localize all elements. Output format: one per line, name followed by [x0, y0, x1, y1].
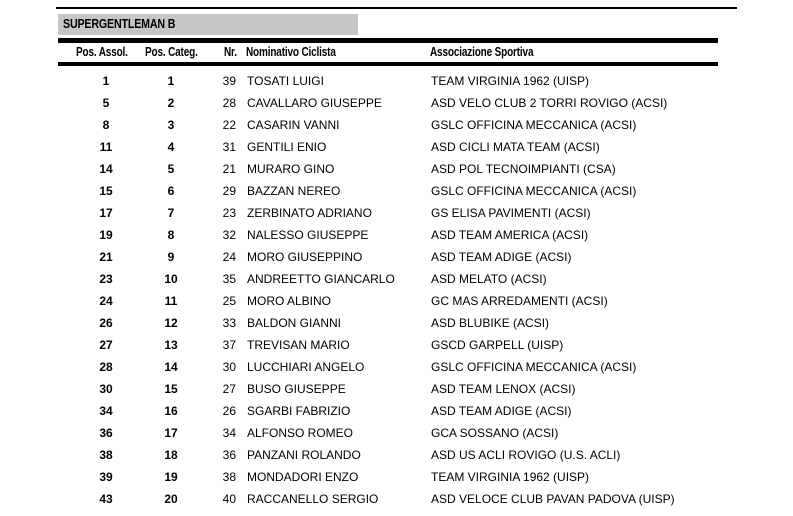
table-row: [0, 202, 793, 224]
cell-pos-assol: 8: [102, 118, 110, 132]
cell-pos-categ: 10: [164, 272, 178, 286]
cell-club: ASD TEAM AMERICA (ACSI): [431, 228, 589, 242]
cell-pos-assol: 36: [99, 426, 113, 440]
cell-name: SGARBI FABRIZIO: [247, 404, 351, 418]
cell-name: TREVISAN MARIO: [247, 338, 350, 352]
cell-pos-categ: 3: [167, 118, 175, 132]
column-header-pos-categ: Pos. Categ.: [145, 45, 198, 59]
cell-nr: 24: [222, 250, 236, 264]
cell-pos-assol: 19: [99, 228, 113, 242]
cell-name: BAZZAN NEREO: [247, 184, 341, 198]
cell-pos-categ: 16: [164, 404, 178, 418]
cell-pos-assol: 1: [102, 74, 110, 88]
cell-pos-assol: 5: [102, 96, 110, 110]
table-row: [0, 158, 793, 180]
cell-pos-categ: 12: [164, 316, 178, 330]
top-rule: [56, 7, 737, 9]
cell-nr: 39: [222, 74, 236, 88]
cell-name: MURARO GINO: [247, 162, 335, 176]
cell-club: GSLC OFFICINA MECCANICA (ACSI): [431, 118, 637, 132]
cell-pos-categ: 4: [167, 140, 175, 154]
cell-club: ASD VELOCE CLUB PAVAN PADOVA (UISP): [431, 492, 675, 506]
category-title: SUPERGENTLEMAN B: [63, 16, 176, 31]
cell-pos-categ: 15: [164, 382, 178, 396]
cell-nr: 31: [222, 140, 236, 154]
table-row: [0, 290, 793, 312]
cell-pos-assol: 34: [99, 404, 113, 418]
cell-name: RACCANELLO SERGIO: [247, 492, 379, 506]
cell-name: ANDREETTO GIANCARLO: [247, 272, 395, 286]
table-row: [0, 268, 793, 290]
cell-name: ZERBINATO ADRIANO: [247, 206, 372, 220]
column-header-name: Nominativo Ciclista: [246, 45, 336, 59]
table-row: [0, 444, 793, 466]
cell-name: NALESSO GIUSEPPE: [247, 228, 369, 242]
cell-pos-assol: 24: [99, 294, 113, 308]
cell-pos-assol: 30: [99, 382, 113, 396]
cell-nr: 28: [222, 96, 236, 110]
cell-nr: 32: [222, 228, 236, 242]
cell-club: TEAM VIRGINIA 1962 (UISP): [431, 470, 590, 484]
cell-pos-categ: 20: [164, 492, 178, 506]
cell-nr: 22: [222, 118, 236, 132]
cell-nr: 40: [222, 492, 236, 506]
cell-pos-assol: 14: [99, 162, 113, 176]
cell-pos-assol: 11: [99, 140, 113, 154]
table-row: [0, 114, 793, 136]
cell-nr: 27: [222, 382, 236, 396]
cell-pos-assol: 21: [99, 250, 113, 264]
header-rule-top: [58, 38, 718, 43]
cell-nr: 35: [222, 272, 236, 286]
cell-nr: 34: [222, 426, 236, 440]
table-row: [0, 488, 793, 510]
cell-name: TOSATI LUIGI: [247, 74, 324, 88]
cell-pos-categ: 5: [167, 162, 175, 176]
table-row: [0, 70, 793, 92]
cell-pos-assol: 17: [99, 206, 113, 220]
cell-nr: 21: [222, 162, 236, 176]
table-row: [0, 136, 793, 158]
header-rule-bottom: [58, 62, 718, 66]
column-header-nr: Nr.: [224, 45, 237, 59]
cell-club: ASD VELO CLUB 2 TORRI ROVIGO (ACSI): [431, 96, 668, 110]
table-row: [0, 378, 793, 400]
cell-pos-assol: 43: [99, 492, 113, 506]
cell-pos-categ: 13: [164, 338, 178, 352]
cell-pos-assol: 15: [99, 184, 113, 198]
cell-name: GENTILI ENIO: [247, 140, 327, 154]
cell-pos-categ: 7: [167, 206, 175, 220]
table-row: [0, 312, 793, 334]
cell-nr: 25: [222, 294, 236, 308]
cell-nr: 33: [222, 316, 236, 330]
cell-name: BALDON GIANNI: [247, 316, 342, 330]
cell-nr: 36: [222, 448, 236, 462]
cell-pos-categ: 14: [164, 360, 178, 374]
cell-pos-categ: 1: [167, 74, 175, 88]
cell-club: GSCD GARPELL (UISP): [431, 338, 564, 352]
cell-club: GSLC OFFICINA MECCANICA (ACSI): [431, 184, 637, 198]
table-row: [0, 400, 793, 422]
table-row: [0, 334, 793, 356]
cell-pos-categ: 2: [167, 96, 175, 110]
cell-pos-assol: 26: [99, 316, 113, 330]
cell-pos-categ: 17: [164, 426, 178, 440]
cell-nr: 30: [222, 360, 236, 374]
cell-nr: 38: [222, 470, 236, 484]
cell-club: ASD TEAM ADIGE (ACSI): [431, 404, 572, 418]
cell-club: ASD TEAM ADIGE (ACSI): [431, 250, 572, 264]
cell-name: LUCCHIARI ANGELO: [247, 360, 365, 374]
cell-pos-assol: 39: [99, 470, 113, 484]
cell-pos-categ: 11: [164, 294, 178, 308]
cell-club: ASD MELATO (ACSI): [431, 272, 547, 286]
cell-nr: 37: [222, 338, 236, 352]
cell-name: PANZANI ROLANDO: [247, 448, 361, 462]
cell-pos-assol: 27: [99, 338, 113, 352]
table-row: [0, 246, 793, 268]
cell-club: ASD POL TECNOIMPIANTI (CSA): [431, 162, 616, 176]
category-banner: [58, 14, 358, 35]
cell-club: ASD TEAM LENOX (ACSI): [431, 382, 576, 396]
cell-name: MONDADORI ENZO: [247, 470, 359, 484]
cell-pos-categ: 18: [164, 448, 178, 462]
table-row: [0, 92, 793, 114]
cell-name: CAVALLARO GIUSEPPE: [247, 96, 382, 110]
column-header-pos-assol: Pos. Assol.: [76, 45, 128, 59]
cell-pos-categ: 8: [167, 228, 175, 242]
cell-club: ASD US ACLI ROVIGO (U.S. ACLI): [431, 448, 621, 462]
table-row: [0, 466, 793, 488]
cell-name: ALFONSO ROMEO: [247, 426, 354, 440]
table-row: [0, 422, 793, 444]
cell-club: ASD CICLI MATA TEAM (ACSI): [431, 140, 600, 154]
cell-pos-assol: 28: [99, 360, 113, 374]
results-table-body: [0, 70, 793, 510]
cell-club: TEAM VIRGINIA 1962 (UISP): [431, 74, 590, 88]
cell-name: CASARIN VANNI: [247, 118, 340, 132]
cell-pos-categ: 6: [167, 184, 175, 198]
cell-pos-categ: 9: [167, 250, 175, 264]
cell-pos-categ: 19: [164, 470, 178, 484]
cell-club: ASD BLUBIKE (ACSI): [431, 316, 550, 330]
table-row: [0, 224, 793, 246]
table-row: [0, 180, 793, 202]
cell-pos-assol: 38: [99, 448, 113, 462]
cell-name: BUSO GIUSEPPE: [247, 382, 346, 396]
cell-nr: 23: [222, 206, 236, 220]
cell-name: MORO ALBINO: [247, 294, 332, 308]
column-header-club: Associazione Sportiva: [430, 45, 534, 59]
cell-nr: 29: [222, 184, 236, 198]
table-row: [0, 356, 793, 378]
cell-club: GS ELISA PAVIMENTI (ACSI): [431, 206, 591, 220]
cell-club: GC MAS ARREDAMENTI (ACSI): [431, 294, 608, 308]
cell-club: GCA SOSSANO (ACSI): [431, 426, 559, 440]
cell-pos-assol: 23: [99, 272, 113, 286]
cell-name: MORO GIUSEPPINO: [247, 250, 363, 264]
cell-nr: 26: [222, 404, 236, 418]
cell-club: GSLC OFFICINA MECCANICA (ACSI): [431, 360, 637, 374]
